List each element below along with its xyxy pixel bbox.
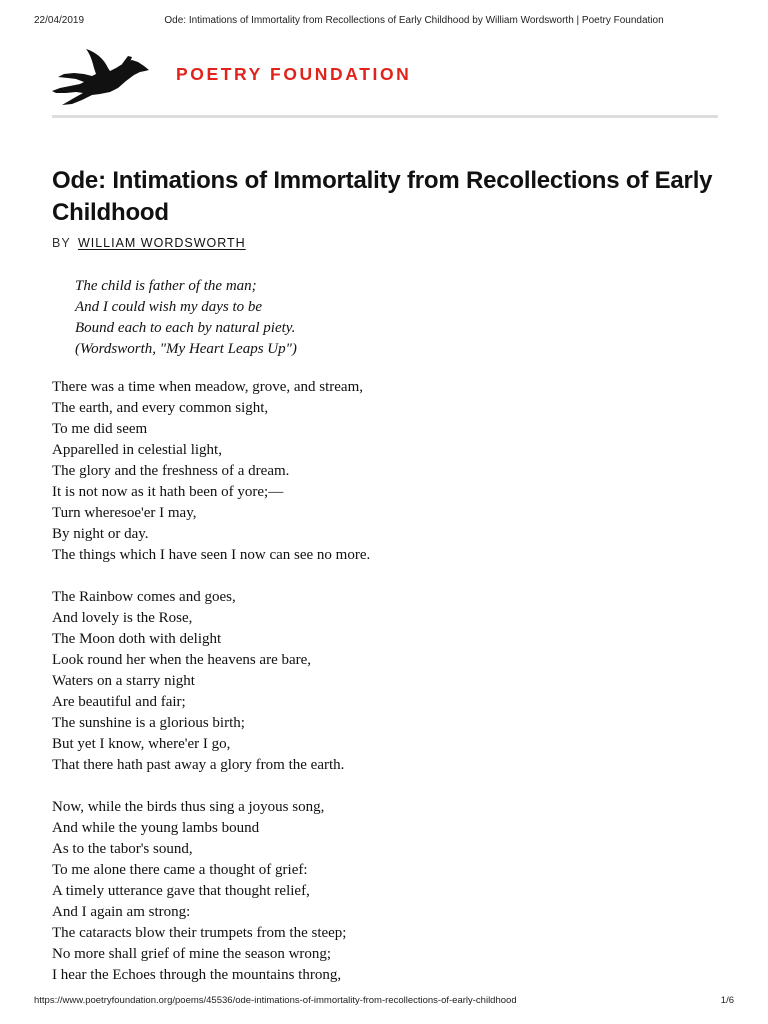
poem-line: As to the tabor's sound, [52,841,193,857]
poem-line: The things which I have seen I now can see no more. [52,547,371,563]
pegasus-icon[interactable] [52,48,150,106]
poem-line: There was a time when meadow, grove, and stream, [52,379,363,395]
print-page-title: Ode: Intimations of Immortality from Recollections of Early Childhood by William Wordsworth | Poetry Foundation [164,15,664,26]
epigraph-line: (Wordsworth, "My Heart Leaps Up") [75,341,297,357]
poem-line: The sunshine is a glorious birth; [52,715,245,731]
poem-line: The cataracts blow their trumpets from the steep; [52,925,347,941]
epigraph-line: Bound each to each by natural piety. [75,320,296,336]
poem-line: And lovely is the Rose, [52,610,193,626]
poem-line: The earth, and every common sight, [52,400,269,416]
poem-line: Now, while the birds thus sing a joyous song, [52,799,325,815]
poem-line: No more shall grief of mine the season wrong; [52,946,332,962]
poem-line: But yet I know, where'er I go, [52,736,231,752]
poem-line: And while the young lambs bound [52,820,260,836]
poem-line: Apparelled in celestial light, [52,442,222,458]
poem-body [52,377,370,986]
print-footer [34,995,734,1006]
masthead [50,44,718,118]
poem-line: A timely utterance gave that thought relief, [52,883,310,899]
brand-name[interactable]: POETRY FOUNDATION [176,64,412,84]
header-divider [52,115,718,118]
poem-line: Turn wheresoe'er I may, [52,505,197,521]
poem-line: That there hath past away a glory from the earth. [52,757,345,773]
epigraph-line: And I could wish my days to be [75,299,263,315]
poem-line: By night or day. [52,526,149,542]
poem-line: The Rainbow comes and goes, [52,589,236,605]
poem-line: To me did seem [52,421,148,437]
poem-line: Are beautiful and fair; [52,694,186,710]
by-label: BY [52,236,71,250]
print-date: 22/04/2019 [34,15,85,26]
page-number: 1/6 [720,995,734,1006]
author-link[interactable]: WILLIAM WORDSWORTH [77,236,246,250]
print-url: https://www.poetryfoundation.org/poems/45536/ode-intimations-of-immortality-from-recollections-of-early-childhood [34,995,517,1006]
byline [52,236,246,250]
stanza [52,377,370,566]
poem-line: It is not now as it hath been of yore;— [52,484,284,500]
poem-line: I hear the Echoes through the mountains throng, [52,967,342,983]
poem-line: To me alone there came a thought of grief: [52,862,308,878]
poem-title: Ode: Intimations of Immortality from Recollections of Early Childhood [52,167,713,226]
stanza [52,587,370,776]
epigraph [75,276,297,360]
epigraph-line: The child is father of the man; [75,278,257,294]
poem-line: Waters on a starry night [52,673,195,689]
poem-line: Look round her when the heavens are bare, [52,652,312,668]
stanza [52,797,370,986]
poem-line: And I again am strong: [52,904,191,920]
stanza-break [52,776,370,797]
poem-line: The glory and the freshness of a dream. [52,463,290,479]
stanza-break [52,566,370,587]
poem-line: The Moon doth with delight [52,631,222,647]
